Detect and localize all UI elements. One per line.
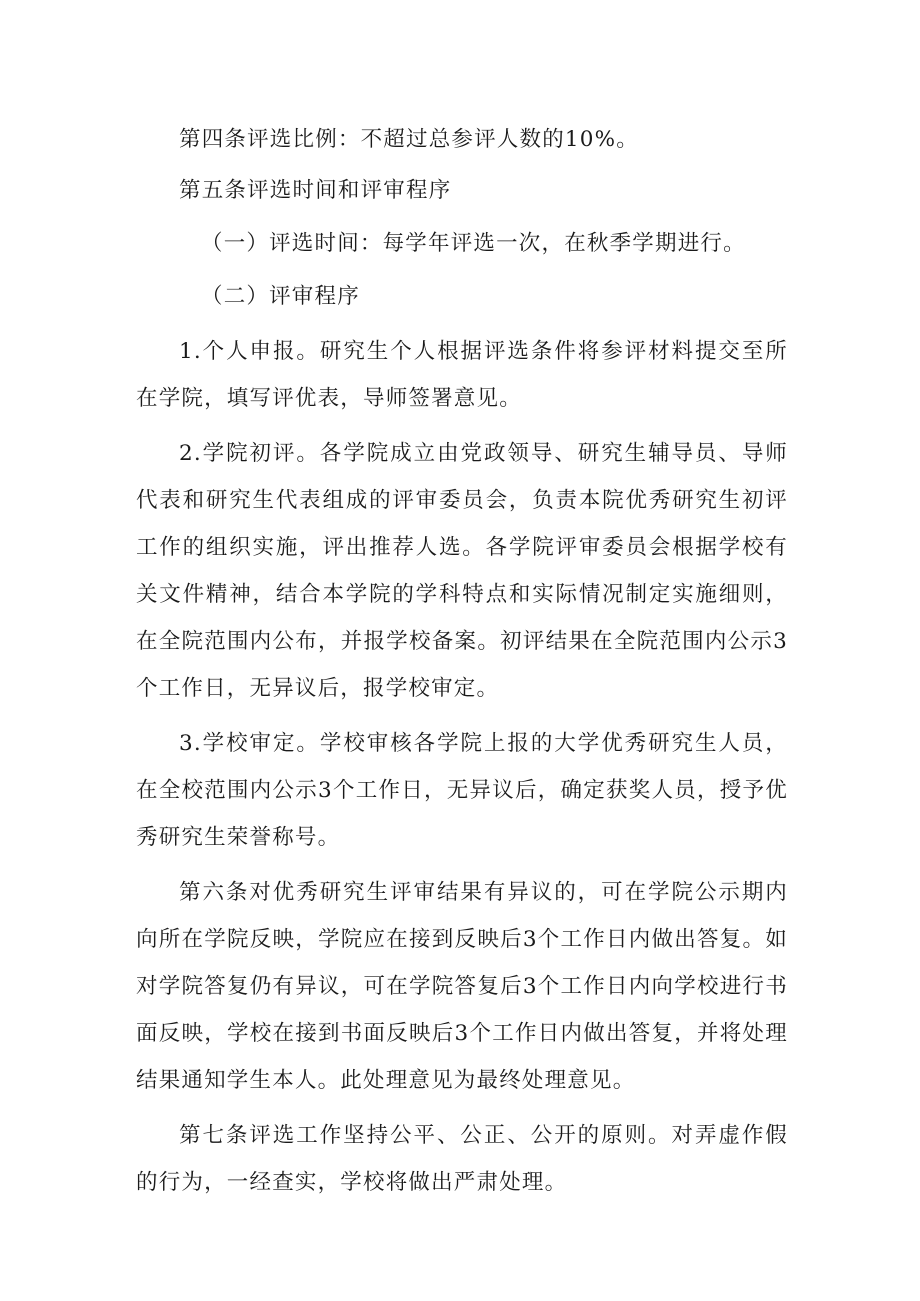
article-4-ratio: 第四条评选比例：不超过总参评人数的10%。	[179, 127, 639, 152]
step-2-college-preliminary-review: 2.学院初评。各学院成立由党政领导、研究生辅导员、导师代表和研究生代表组成的评审委员会，负责本院优秀研究生初评工作的组织实施，评出推荐人选。各学院评审委员会根据学校有关文件精神，结合本学院的学科特点和实际情况制定实施细则，在全院范围内公布，并报学校备案。初评结果在全院范围内公示3个工作日，无异议后，报学校审定。	[136, 441, 788, 701]
step-1-personal-application: 1.个人申报。研究生个人根据评选条件将参评材料提交至所在学院，填写评优表，导师签署意见。	[136, 339, 788, 411]
article-5-heading: 第五条评选时间和评审程序	[179, 178, 452, 203]
article-7-fairness: 第七条评选工作坚持公平、公正、公开的原则。对弄虚作假的行为，一经查实，学校将做出严肃处理。	[136, 1123, 788, 1195]
review-procedure-heading: （二）评审程序	[201, 284, 360, 309]
selection-time: （一）评选时间：每学年评选一次，在秋季学期进行。	[201, 231, 746, 256]
article-6-appeal: 第六条对优秀研究生评审结果有异议的，可在学院公示期内向所在学院反映，学院应在接到反映后3个工作日内做出答复。如对学院答复仍有异议，可在学院答复后3个工作日内向学校进行书面反映，学校在接到书面反映后3个工作日内做出答复，并将处理结果通知学生本人。此处理意见为最终处理意见。	[136, 880, 788, 1093]
document-body	[136, 116, 788, 1206]
step-3-school-approval: 3.学校审定。学校审核各学院上报的大学优秀研究生人员，在全校范围内公示3个工作日，无异议后，确定获奖人员，授予优秀研究生荣誉称号。	[136, 731, 788, 850]
